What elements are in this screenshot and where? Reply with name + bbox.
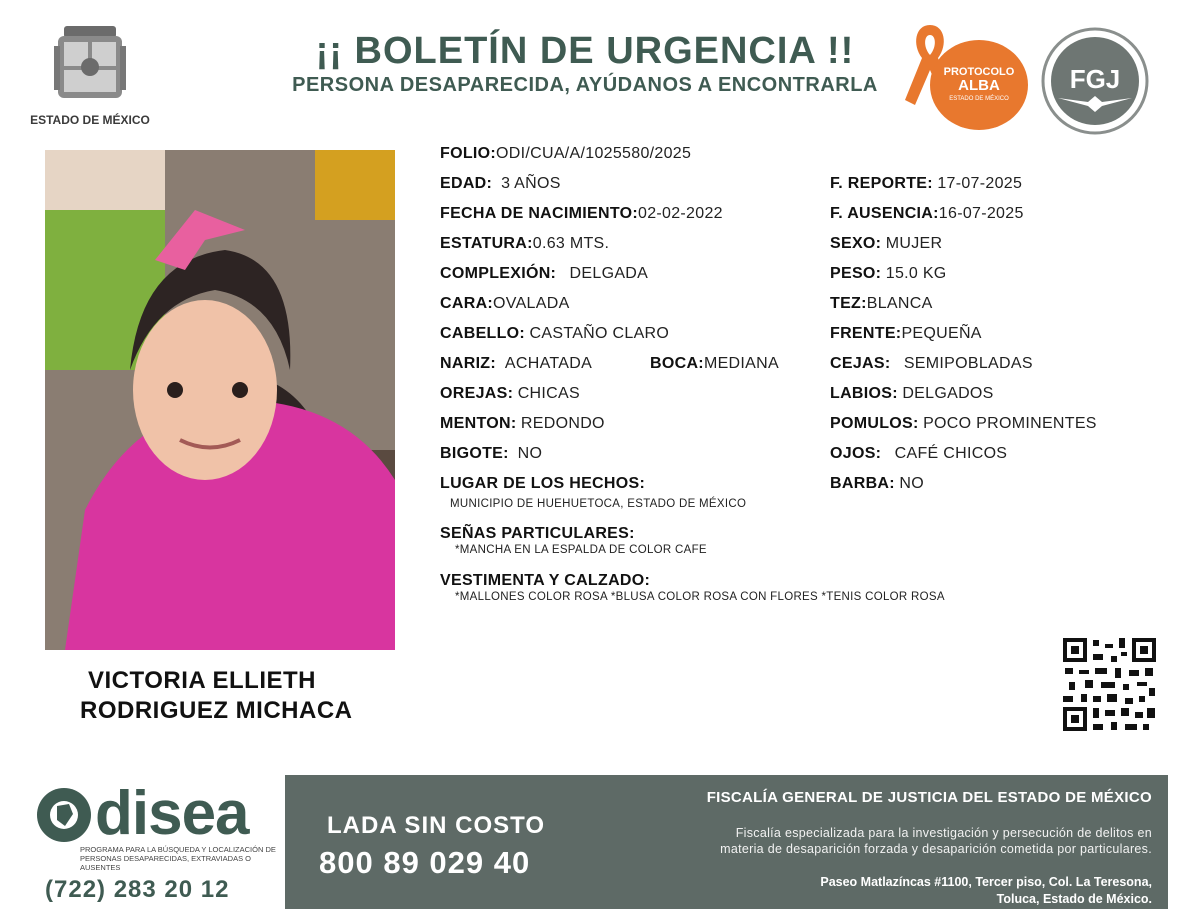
folio-value: ODI/CUA/A/1025580/2025 — [496, 145, 692, 162]
f-ausencia-field — [830, 204, 1024, 224]
senas-label: SEÑAS PARTICULARES: — [440, 525, 635, 542]
cara-field — [440, 294, 570, 314]
sexo-label: SEXO: — [830, 235, 882, 252]
bigote-label: BIGOTE: — [440, 445, 509, 462]
odisea-description: PROGRAMA PARA LA BÚSQUEDA Y LOCALIZACIÓN DE PERSONAS DESAPARECIDAS, EXTRAVIADAS O AUSENTES — [80, 845, 276, 872]
boca-value: MEDIANA — [703, 355, 779, 372]
vestimenta-field — [440, 571, 650, 591]
peso-value: 15.0 KG — [885, 265, 947, 282]
estatura-value: 0.63 MTS. — [532, 235, 610, 252]
odisea-map-pin-icon — [35, 786, 93, 844]
lugar-label: LUGAR DE LOS HECHOS: — [440, 475, 646, 492]
pomulos-label: POMULOS: — [830, 415, 919, 432]
estatura-label: ESTATURA: — [440, 235, 533, 252]
fecha-nacimiento-label: FECHA DE NACIMIENTO: — [440, 205, 638, 222]
pomulos-field — [830, 414, 1097, 434]
lugar-value: MUNICIPIO DE HUEHUETOCA, ESTADO DE MÉXICO — [450, 498, 747, 510]
nariz-field — [440, 354, 592, 374]
complexion-label: COMPLEXIÓN: — [440, 265, 557, 282]
protocolo-alba-logo — [930, 40, 1028, 130]
orejas-field — [440, 384, 580, 404]
f-ausencia-label: F. AUSENCIA: — [830, 205, 939, 222]
edad-field — [440, 174, 561, 194]
alba-line2: ALBA — [958, 77, 1000, 94]
f-reporte-value: 17-07-2025 — [937, 175, 1023, 192]
f-ausencia-value: 16-07-2025 — [938, 205, 1024, 222]
labios-value: DELGADOS — [902, 385, 994, 402]
nariz-label: NARIZ: — [440, 355, 497, 372]
f-reporte-field — [830, 174, 1022, 194]
menton-field — [440, 414, 605, 434]
bigote-value: NO — [517, 445, 543, 462]
tez-value: BLANCA — [866, 295, 933, 312]
odisea-phone[interactable]: (722) 283 20 12 — [45, 876, 230, 903]
vestimenta-label: VESTIMENTA Y CALZADO: — [440, 572, 651, 589]
f-reporte-label: F. REPORTE: — [830, 175, 933, 192]
labios-label: LABIOS: — [830, 385, 898, 402]
odisea-logo-text: disea — [95, 779, 249, 848]
fecha-nacimiento-field — [440, 204, 723, 224]
menton-label: MENTON: — [440, 415, 517, 432]
peso-label: PESO: — [830, 265, 882, 282]
state-label: ESTADO DE MÉXICO — [30, 113, 150, 127]
estado-de-mexico-seal-icon — [50, 20, 130, 108]
labios-field — [830, 384, 994, 404]
estatura-field — [440, 234, 609, 254]
alba-line3: ESTADO DE MÉXICO — [949, 96, 1009, 102]
sexo-field — [830, 234, 942, 254]
lada-sin-costo-label: LADA SIN COSTO — [327, 812, 546, 839]
address-line1: Paseo Matlazíncas #1100, Tercer piso, Col. La Teresona, — [820, 875, 1152, 889]
orejas-label: OREJAS: — [440, 385, 514, 402]
svg-text:FGJ: FGJ — [1069, 64, 1121, 94]
senas-value: *MANCHA EN LA ESPALDA DE COLOR CAFE — [455, 544, 707, 556]
frente-field — [830, 324, 982, 344]
fiscalia-address — [600, 874, 1152, 908]
cabello-field — [440, 324, 669, 344]
fiscalia-description — [600, 825, 1152, 857]
folio-field — [440, 144, 691, 164]
pomulos-value: POCO PROMINENTES — [923, 415, 1097, 432]
complexion-value: DELGADA — [569, 265, 649, 282]
orejas-value: CHICAS — [517, 385, 580, 402]
frente-label: FRENTE: — [830, 325, 902, 342]
fiscalia-description-line2: materia de desaparición forzada y desaparición cometida por particulares. — [720, 842, 1152, 856]
complexion-field — [440, 264, 648, 284]
frente-value: PEQUEÑA — [901, 325, 982, 342]
cejas-label: CEJAS: — [830, 355, 891, 372]
address-line2: Toluca, Estado de México. — [996, 892, 1152, 906]
boca-field — [650, 354, 779, 374]
vestimenta-value: *MALLONES COLOR ROSA *BLUSA COLOR ROSA CON FLORES *TENIS COLOR ROSA — [455, 591, 945, 603]
senas-field — [440, 524, 635, 544]
cara-label: CARA: — [440, 295, 494, 312]
edad-label: EDAD: — [440, 175, 493, 192]
qr-code-icon[interactable] — [1063, 638, 1156, 731]
menton-value: REDONDO — [520, 415, 605, 432]
page-title: ¡¡ BOLETÍN DE URGENCIA !! — [315, 30, 855, 72]
fiscalia-title: FISCALÍA GENERAL DE JUSTICIA DEL ESTADO DE MÉXICO — [706, 789, 1152, 806]
folio-label: FOLIO: — [440, 145, 497, 162]
page-subtitle: PERSONA DESAPARECIDA, AYÚDANOS A ENCONTRARLA — [292, 74, 878, 96]
cabello-label: CABELLO: — [440, 325, 526, 342]
toll-free-number[interactable]: 800 89 029 40 — [319, 845, 531, 880]
fgj-logo — [1040, 26, 1150, 136]
alba-line1: PROTOCOLO — [943, 66, 1015, 78]
fecha-nacimiento-value: 02-02-2022 — [638, 205, 723, 222]
lugar-field — [440, 474, 645, 494]
peso-field — [830, 264, 947, 284]
fiscalia-description-line1: Fiscalía especializada para la investigación y persecución de delitos en — [735, 826, 1152, 840]
ojos-field — [830, 444, 1007, 464]
bigote-field — [440, 444, 542, 464]
person-last-names: RODRIGUEZ MICHACA — [80, 697, 353, 724]
cejas-value: SEMIPOBLADAS — [903, 355, 1033, 372]
cejas-field — [830, 354, 1033, 374]
ojos-value: CAFÉ CHICOS — [894, 445, 1008, 462]
ojos-label: OJOS: — [830, 445, 882, 462]
barba-field — [830, 474, 924, 494]
missing-person-photo — [45, 150, 395, 650]
tez-field — [830, 294, 933, 314]
barba-value: NO — [899, 475, 924, 492]
edad-value: 3 AÑOS — [501, 175, 561, 192]
nariz-value: ACHATADA — [504, 355, 593, 372]
person-first-names: VICTORIA ELLIETH — [88, 667, 317, 694]
cara-value: OVALADA — [493, 295, 570, 312]
barba-label: BARBA: — [830, 475, 895, 492]
tez-label: TEZ: — [830, 295, 867, 312]
boca-label: BOCA: — [650, 355, 704, 372]
cabello-value: CASTAÑO CLARO — [529, 325, 670, 342]
sexo-value: MUJER — [885, 235, 943, 252]
